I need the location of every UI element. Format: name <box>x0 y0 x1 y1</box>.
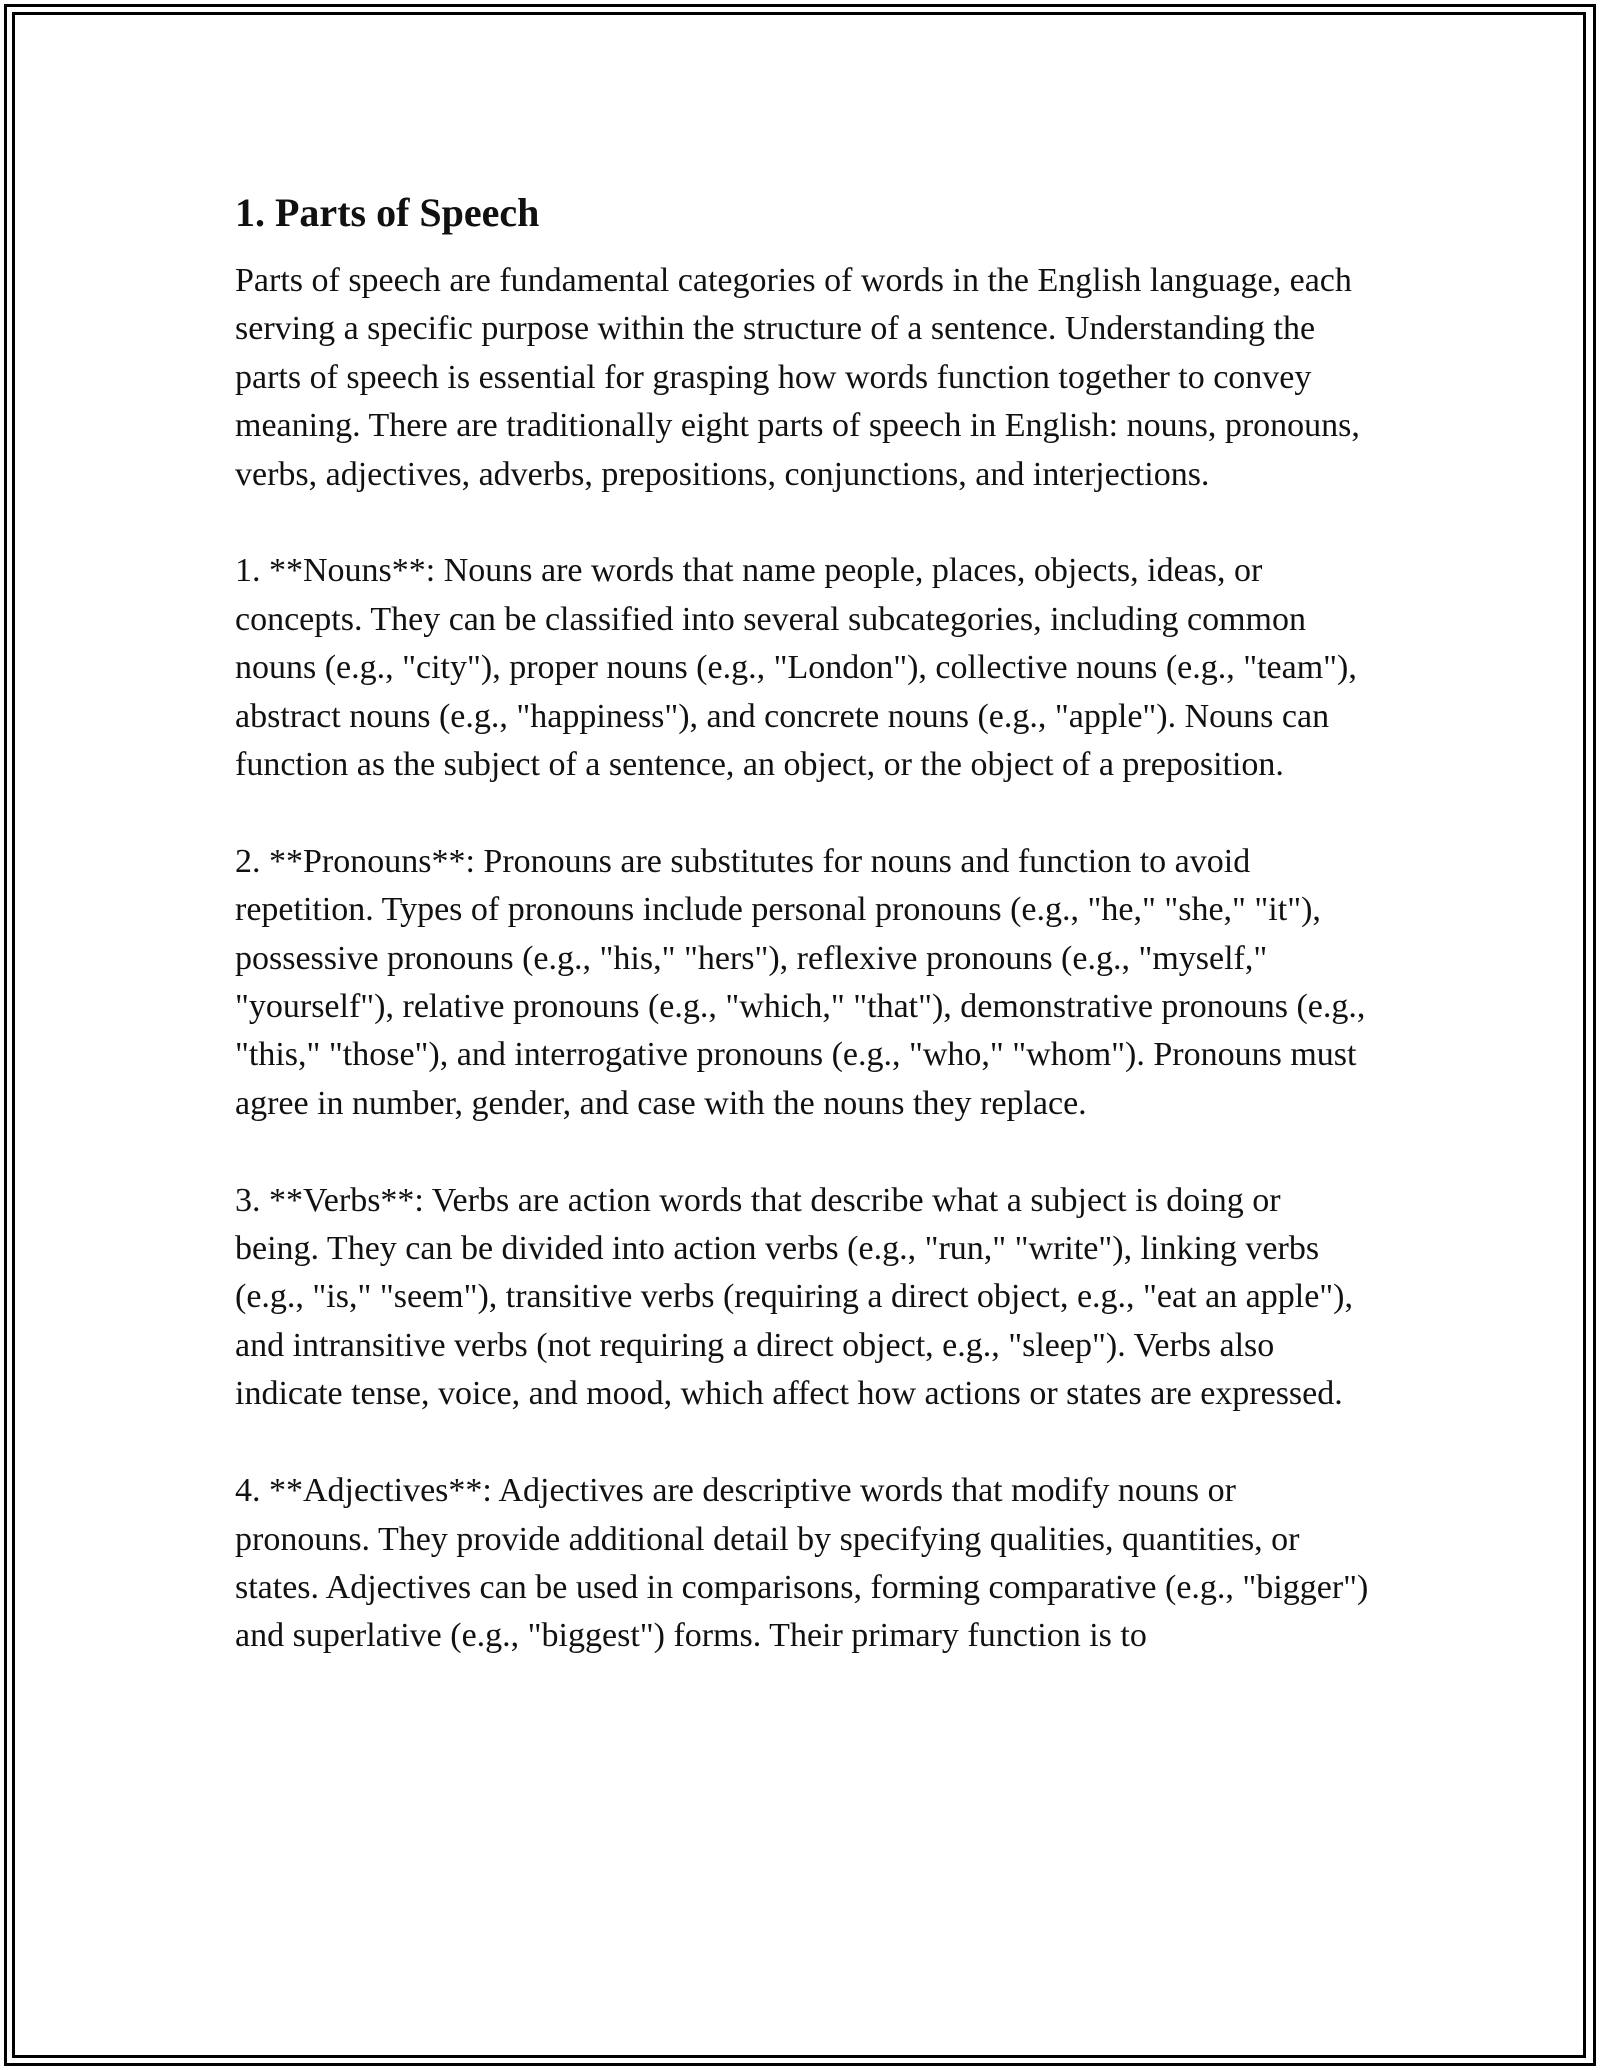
section-heading: 1. Parts of Speech <box>235 190 540 235</box>
document-body <box>235 185 1370 1661</box>
pronouns-paragraph: 2. **Pronouns**: Pronouns are substitutes for nouns and function to avoid repetition. Types of pronouns include personal pronouns (e.g., "he," "she," "it"), possessive pronouns (e.g., "his," "hers"), reflexive pronouns (e.g., "myself," "yourself"), relative pronouns (e.g., "which," "that"), demonstrative pronouns (e.g., "this," "those"), and interrogative pronouns (e.g., "who," "whom"). Pronouns must agree in number, gender, and case with the nouns they replace. <box>235 842 1366 1122</box>
verbs-paragraph: 3. **Verbs**: Verbs are action words that describe what a subject is doing or being. They can be divided into action verbs (e.g., "run," "write"), linking verbs (e.g., "is," "seem"), transitive verbs (requiring a direct object, e.g., "eat an apple"), and intransitive verbs (not requiring a direct object, e.g., "sleep"). Verbs also indicate tense, voice, and mood, which affect how actions or states are expressed. <box>235 1181 1353 1413</box>
nouns-paragraph: 1. **Nouns**: Nouns are words that name people, places, objects, ideas, or concepts. They can be classified into several subcategories, including common nouns (e.g., "city"), proper nouns (e.g., "London"), collective nouns (e.g., "team"), abstract nouns (e.g., "happiness"), and concrete nouns (e.g., "apple"). Nouns can function as the subject of a sentence, an object, or the object of a preposition. <box>235 552 1357 784</box>
adjectives-paragraph: 4. **Adjectives**: Adjectives are descriptive words that modify nouns or pronouns. They provide additional detail by specifying qualities, quantities, or states. Adjectives can be used in comparisons, forming comparative (e.g., "bigger") and superlative (e.g., "biggest") forms. Their primary function is to <box>235 1472 1369 1655</box>
intro-paragraph: Parts of speech are fundamental categories of words in the English language, each serving a specific purpose within the structure of a sentence. Understanding the parts of speech is essential for grasping how words function together to convey meaning. There are traditionally eight parts of speech in English: nouns, pronouns, verbs, adjectives, adverbs, prepositions, conjunctions, and interjections. <box>235 262 1360 493</box>
